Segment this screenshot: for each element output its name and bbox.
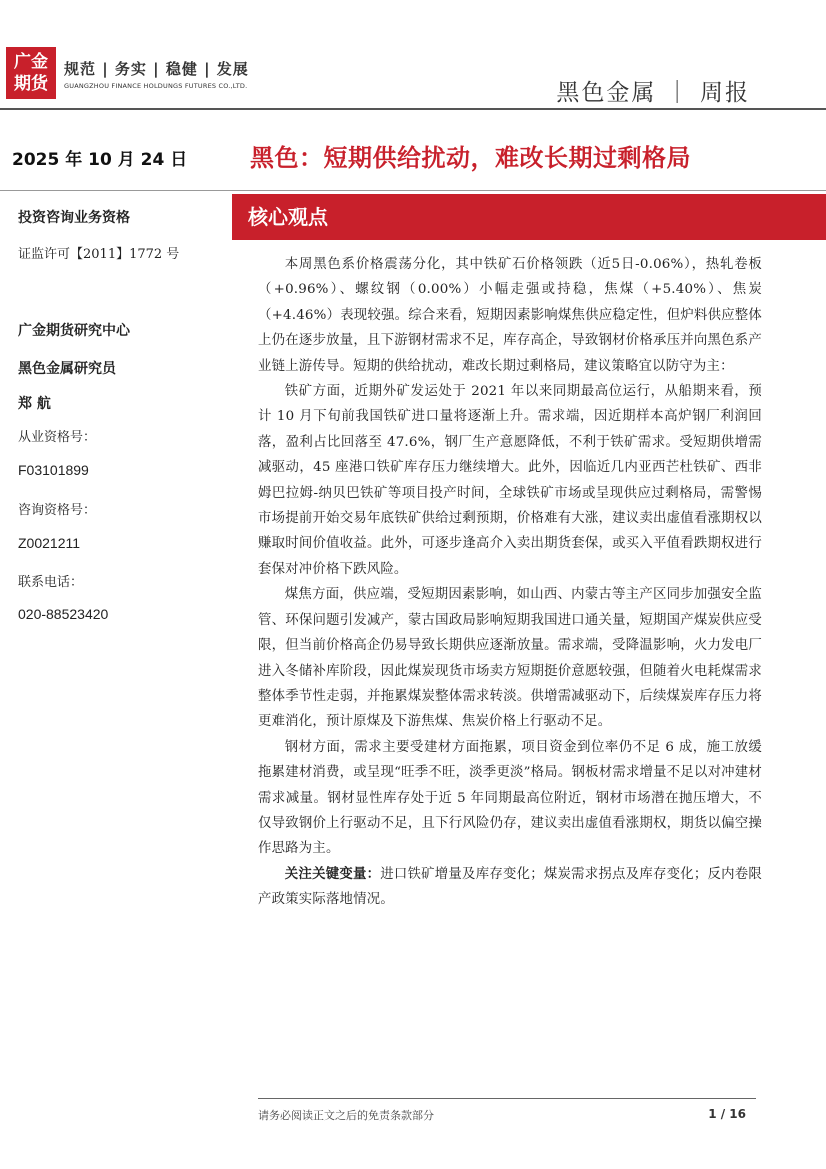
section-header-core-views: 核心观点 bbox=[232, 194, 826, 240]
report-type: 黑色金属 ｜ 周报 bbox=[556, 80, 750, 106]
company-slogan: 规范 | 务实 | 稳健 | 发展 bbox=[64, 60, 249, 78]
paragraph-summary: 本周黑色系价格震荡分化，其中铁矿石价格领跌（近5日-0.06%），热轧卷板（+0.96%）、螺纹钢（0.00%）小幅走强或持稳，焦煤（+5.40%）、焦炭（+4.46%）表现较强。综合来看，短期因素影响煤焦供应稳定性，但炉料供应整体上仍在逐步放量，且下游钢材需求不足，库存高企，导致钢材价格承压并向黑色系产业链上游传导。短期的供给扰动，难改长期过剩格局，建议策略宜以防守为主： bbox=[258, 257, 762, 374]
analyst-name: 郑 航 bbox=[18, 396, 51, 412]
practice-number: F03101899 bbox=[18, 462, 89, 478]
title-divider bbox=[0, 190, 826, 191]
header-divider bbox=[0, 108, 826, 110]
page-number: 1 / 16 bbox=[708, 1107, 746, 1121]
company-english-name: GUANGZHOU FINANCE HOLDUNGS FUTURES CO.,LTD. bbox=[64, 82, 248, 90]
practice-label: 从业资格号： bbox=[18, 430, 97, 445]
qualification-title: 投资咨询业务资格 bbox=[18, 210, 130, 226]
consult-label: 咨询资格号： bbox=[18, 503, 97, 518]
phone-label: 联系电话： bbox=[18, 575, 84, 590]
paragraph-steel: 钢材方面，需求主要受建材方面拖累，项目资金到位率仍不足 6 成，施工放缓拖累建材消费，或呈现“旺季不旺，淡季更淡”格局。钢板材需求增量不足以对冲建材需求减量。钢材显性库存处于近 5 年同期最高位附近，钢材市场潜在抛压增大，不仅导致钢价上行驱动不足，且下行风险仍存，建议卖出虚值看涨期权，期货以偏空操作思路为主。 bbox=[258, 739, 762, 857]
paragraph-coal-coke: 煤焦方面，供应端，受短期因素影响，如山西、内蒙古等主产区同步加强安全监管、环保问题引发减产，蒙古国政局影响短期我国进口通关量，短期国产煤炭供应受限，但当前价格高企仍易导致长期供应逐渐放量。需求端，受降温影响，火力发电厂进入冬储补库阶段，因此煤炭现货市场卖方短期挺价意愿较强，但随着火电耗煤需求整体季节性走弱，并拖累煤炭整体需求转淡。供增需减驱动下，后续煤炭库存压力将更难消化，预计原煤及下游焦煤、焦炭价格上行驱动不足。 bbox=[258, 587, 762, 730]
analyst-role: 黑色金属研究员 bbox=[18, 361, 116, 377]
license-number: 证监许可【2011】1772 号 bbox=[18, 247, 180, 262]
disclaimer-note: 请务必阅读正文之后的免责条款部分 bbox=[258, 1109, 434, 1122]
paragraph-key-variables bbox=[258, 862, 762, 913]
research-center: 广金期货研究中心 bbox=[18, 323, 130, 339]
logo-text-top: 广金 bbox=[14, 52, 48, 72]
key-variables-text: 进口铁矿增量及库存变化；煤炭需求拐点及库存变化；反内卷限产政策实际落地情况。 bbox=[258, 866, 762, 908]
company-logo bbox=[6, 47, 56, 99]
consult-number: Z0021211 bbox=[18, 535, 81, 551]
logo-text-bottom: 期货 bbox=[14, 74, 48, 94]
report-title: 黑色：短期供给扰动，难改长期过剩格局 bbox=[250, 144, 691, 172]
paragraph-iron-ore: 铁矿方面，近期外矿发运处于 2021 年以来同期最高位运行，从船期来看，预计 10 月下旬前我国铁矿进口量将逐渐上升。需求端，因近期样本高炉钢厂利润回落，盈利占比回落至 47.6%，钢厂生产意愿降低，不利于铁矿需求。受短期供增需减驱动，45 座港口铁矿库存压力继续增大。此外，因临近几内亚西芒杜铁矿、西非姆巴拉姆-纳贝巴铁矿等项目投产时间，全球铁矿市场或呈现供应过剩格局，需警惕市场提前开始交易年底铁矿供给过剩预期，价格难有大涨，建议卖出虚值看涨期权以赚取时间价值收益。此外，可逐步逢高介入卖出期货套保，或买入平值看跌期权进行套保对冲价格下跌风险。 bbox=[258, 384, 762, 577]
footer-divider bbox=[258, 1098, 756, 1099]
phone-number: 020-88523420 bbox=[18, 606, 109, 622]
key-variables-label: 关注关键变量： bbox=[284, 865, 381, 882]
report-date: 2025 年 10 月 24 日 bbox=[12, 150, 188, 170]
core-views-body bbox=[258, 252, 762, 913]
